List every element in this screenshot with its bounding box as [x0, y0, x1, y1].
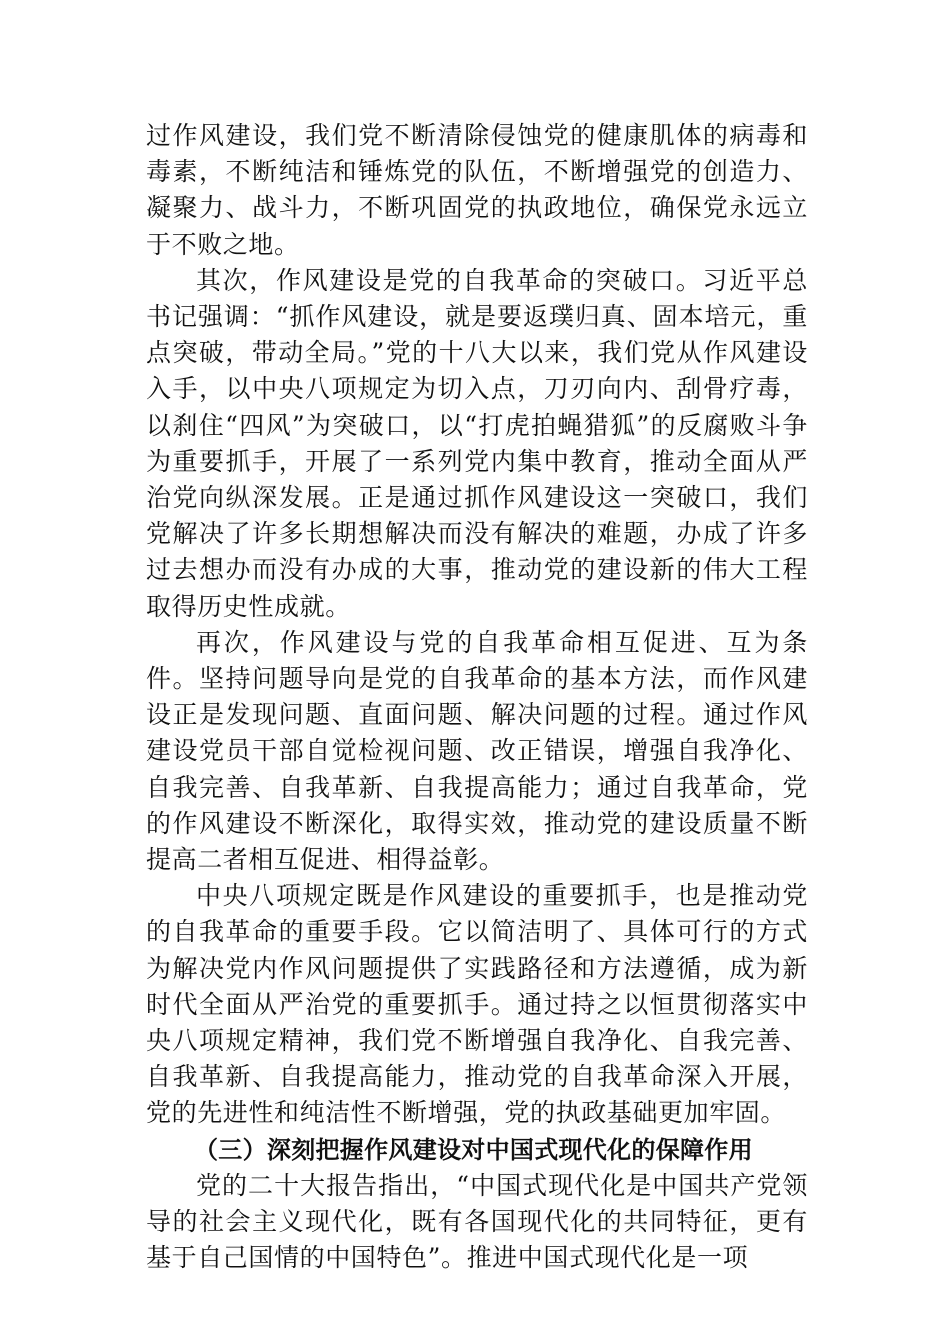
- paragraph-eight-regulations: 中央八项规定既是作风建设的重要抓手，也是推动党的自我革命的重要手段。它以简洁明了、具体可行的方式为解决党内作风问题提供了实践路径和方法遵循，成为新时代全面从严治党的重要抓手。通过持之以恒贯彻落实中央八项规定精神，我们党不断增强自我净化、自我完善、自我革新、自我提高能力，推动党的自我革命深入开展，党的先进性和纯洁性不断增强，党的执政基础更加牢固。: [146, 881, 808, 1128]
- document-body: [146, 118, 808, 1277]
- paragraph-modernization: 党的二十大报告指出，“中国式现代化是中国共产党领导的社会主义现代化，既有各国现代化的共同特征，更有基于自己国情的中国特色”。推进中国式现代化是一项: [146, 1170, 808, 1273]
- paragraph-mutual-promotion: 再次，作风建设与党的自我革命相互促进、互为条件。坚持问题导向是党的自我革命的基本方法，而作风建设正是发现问题、直面问题、解决问题的过程。通过作风建设党员干部自觉检视问题、改正错误，增强自我净化、自我完善、自我革新、自我提高能力；通过自我革命，党的作风建设不断深化，取得实效，推动党的建设质量不断提高二者相互促进、相得益彰。: [146, 627, 808, 875]
- paragraph-breakthrough: 其次，作风建设是党的自我革命的突破口。习近平总书记强调：“抓作风建设，就是要返璞归真、固本培元，重点突破，带动全局。”党的十八大以来，我们党从作风建设入手，以中央八项规定为切入点，刀刃向内、刮骨疗毒，以刹住“四风”为突破口，以“打虎拍蝇猎狐”的反腐败斗争为重要抓手，开展了一系列党内集中教育，推动全面从严治党向纵深发展。正是通过抓作风建设这一突破口，我们党解决了许多长期想解决而没有解决的难题，办成了许多过去想办而没有办成的大事，推动党的建设新的伟大工程取得历史性成就。: [146, 265, 808, 621]
- section-heading: （三）深刻把握作风建设对中国式现代化的保障作用: [194, 1135, 753, 1164]
- paragraph-continued: 过作风建设，我们党不断清除侵蚀党的健康肌体的病毒和毒素，不断纯洁和锤炼党的队伍，不断增强党的创造力、凝聚力、战斗力，不断巩固党的执政地位，确保党永远立于不败之地。: [146, 121, 808, 259]
